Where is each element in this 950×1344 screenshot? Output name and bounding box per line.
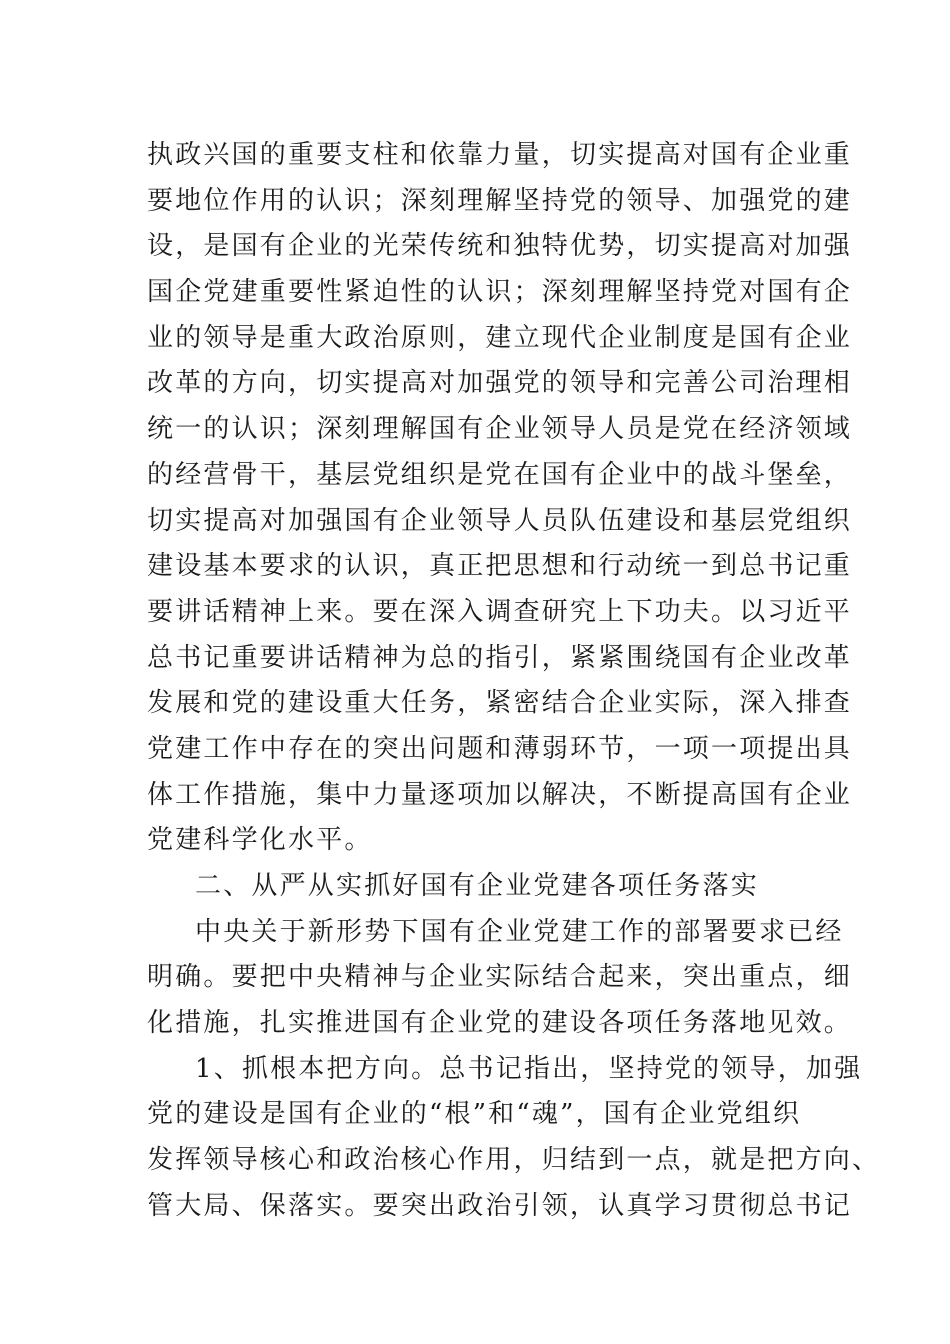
text-line: 化措施，扎实推进国有企业党的建设各项任务落地见效。 — [147, 1008, 853, 1039]
text-line: 统一的认识；深刻理解国有企业领导人员是党在经济领域 — [147, 414, 853, 445]
text-line: 设，是国有企业的光荣传统和独特优势，切实提高对加强 — [147, 231, 853, 262]
text-line: 要讲话精神上来。要在深入调查研究上下功夫。以习近平 — [147, 596, 853, 627]
text-line: 建设基本要求的认识，真正把思想和行动统一到总书记重 — [147, 551, 853, 582]
text-line: 的经营骨干，基层党组织是党在国有企业中的战斗堡垒， — [147, 459, 853, 490]
text-line: 国企党建重要性紧迫性的认识；深刻理解坚持党对国有企 — [147, 277, 853, 308]
text-line: 切实提高对加强国有企业领导人员队伍建设和基层党组织 — [147, 505, 853, 536]
text-line: 党建科学化水平。 — [147, 825, 373, 856]
text-line: 明确。要把中央精神与企业实际结合起来，突出重点，细 — [147, 962, 853, 993]
paragraph-start: 中央关于新形势下国有企业党建工作的部署要求已经 — [195, 916, 844, 947]
text-line: 业的领导是重大政治原则，建立现代企业制度是国有企业 — [147, 322, 853, 353]
text-line: 改革的方向，切实提高对加强党的领导和完善公司治理相 — [147, 368, 853, 399]
text-line: 管大局、保落实。要突出政治引领，认真学习贯彻总书记 — [147, 1190, 853, 1221]
paragraph-start: 1、抓根本把方向。总书记指出，坚持党的领导，加强 — [195, 1053, 863, 1084]
text-line: 执政兴国的重要支柱和依靠力量，切实提高对国有企业重 — [147, 140, 853, 170]
body-text — [147, 133, 881, 1230]
text-line: 要地位作用的认识；深刻理解坚持党的领导、加强党的建 — [147, 185, 853, 216]
text-line: 总书记重要讲话精神为总的指引，紧紧围绕国有企业改革 — [147, 642, 853, 673]
text-line: 发展和党的建设重大任务，紧密结合企业实际，深入排查 — [147, 688, 853, 719]
text-line: 体工作措施，集中力量逐项加以解决，不断提高国有企业 — [147, 779, 853, 810]
text-line: 发挥领导核心和政治核心作用，归结到一点，就是把方向、 — [147, 1145, 881, 1176]
text-line: 党的建设是国有企业的“根”和“魂”，国有企业党组织 — [147, 1099, 802, 1130]
text-line: 党建工作中存在的突出问题和薄弱环节，一项一项提出具 — [147, 733, 853, 764]
section-heading: 二、从严从实抓好国有企业党建各项任务落实 — [195, 871, 760, 901]
